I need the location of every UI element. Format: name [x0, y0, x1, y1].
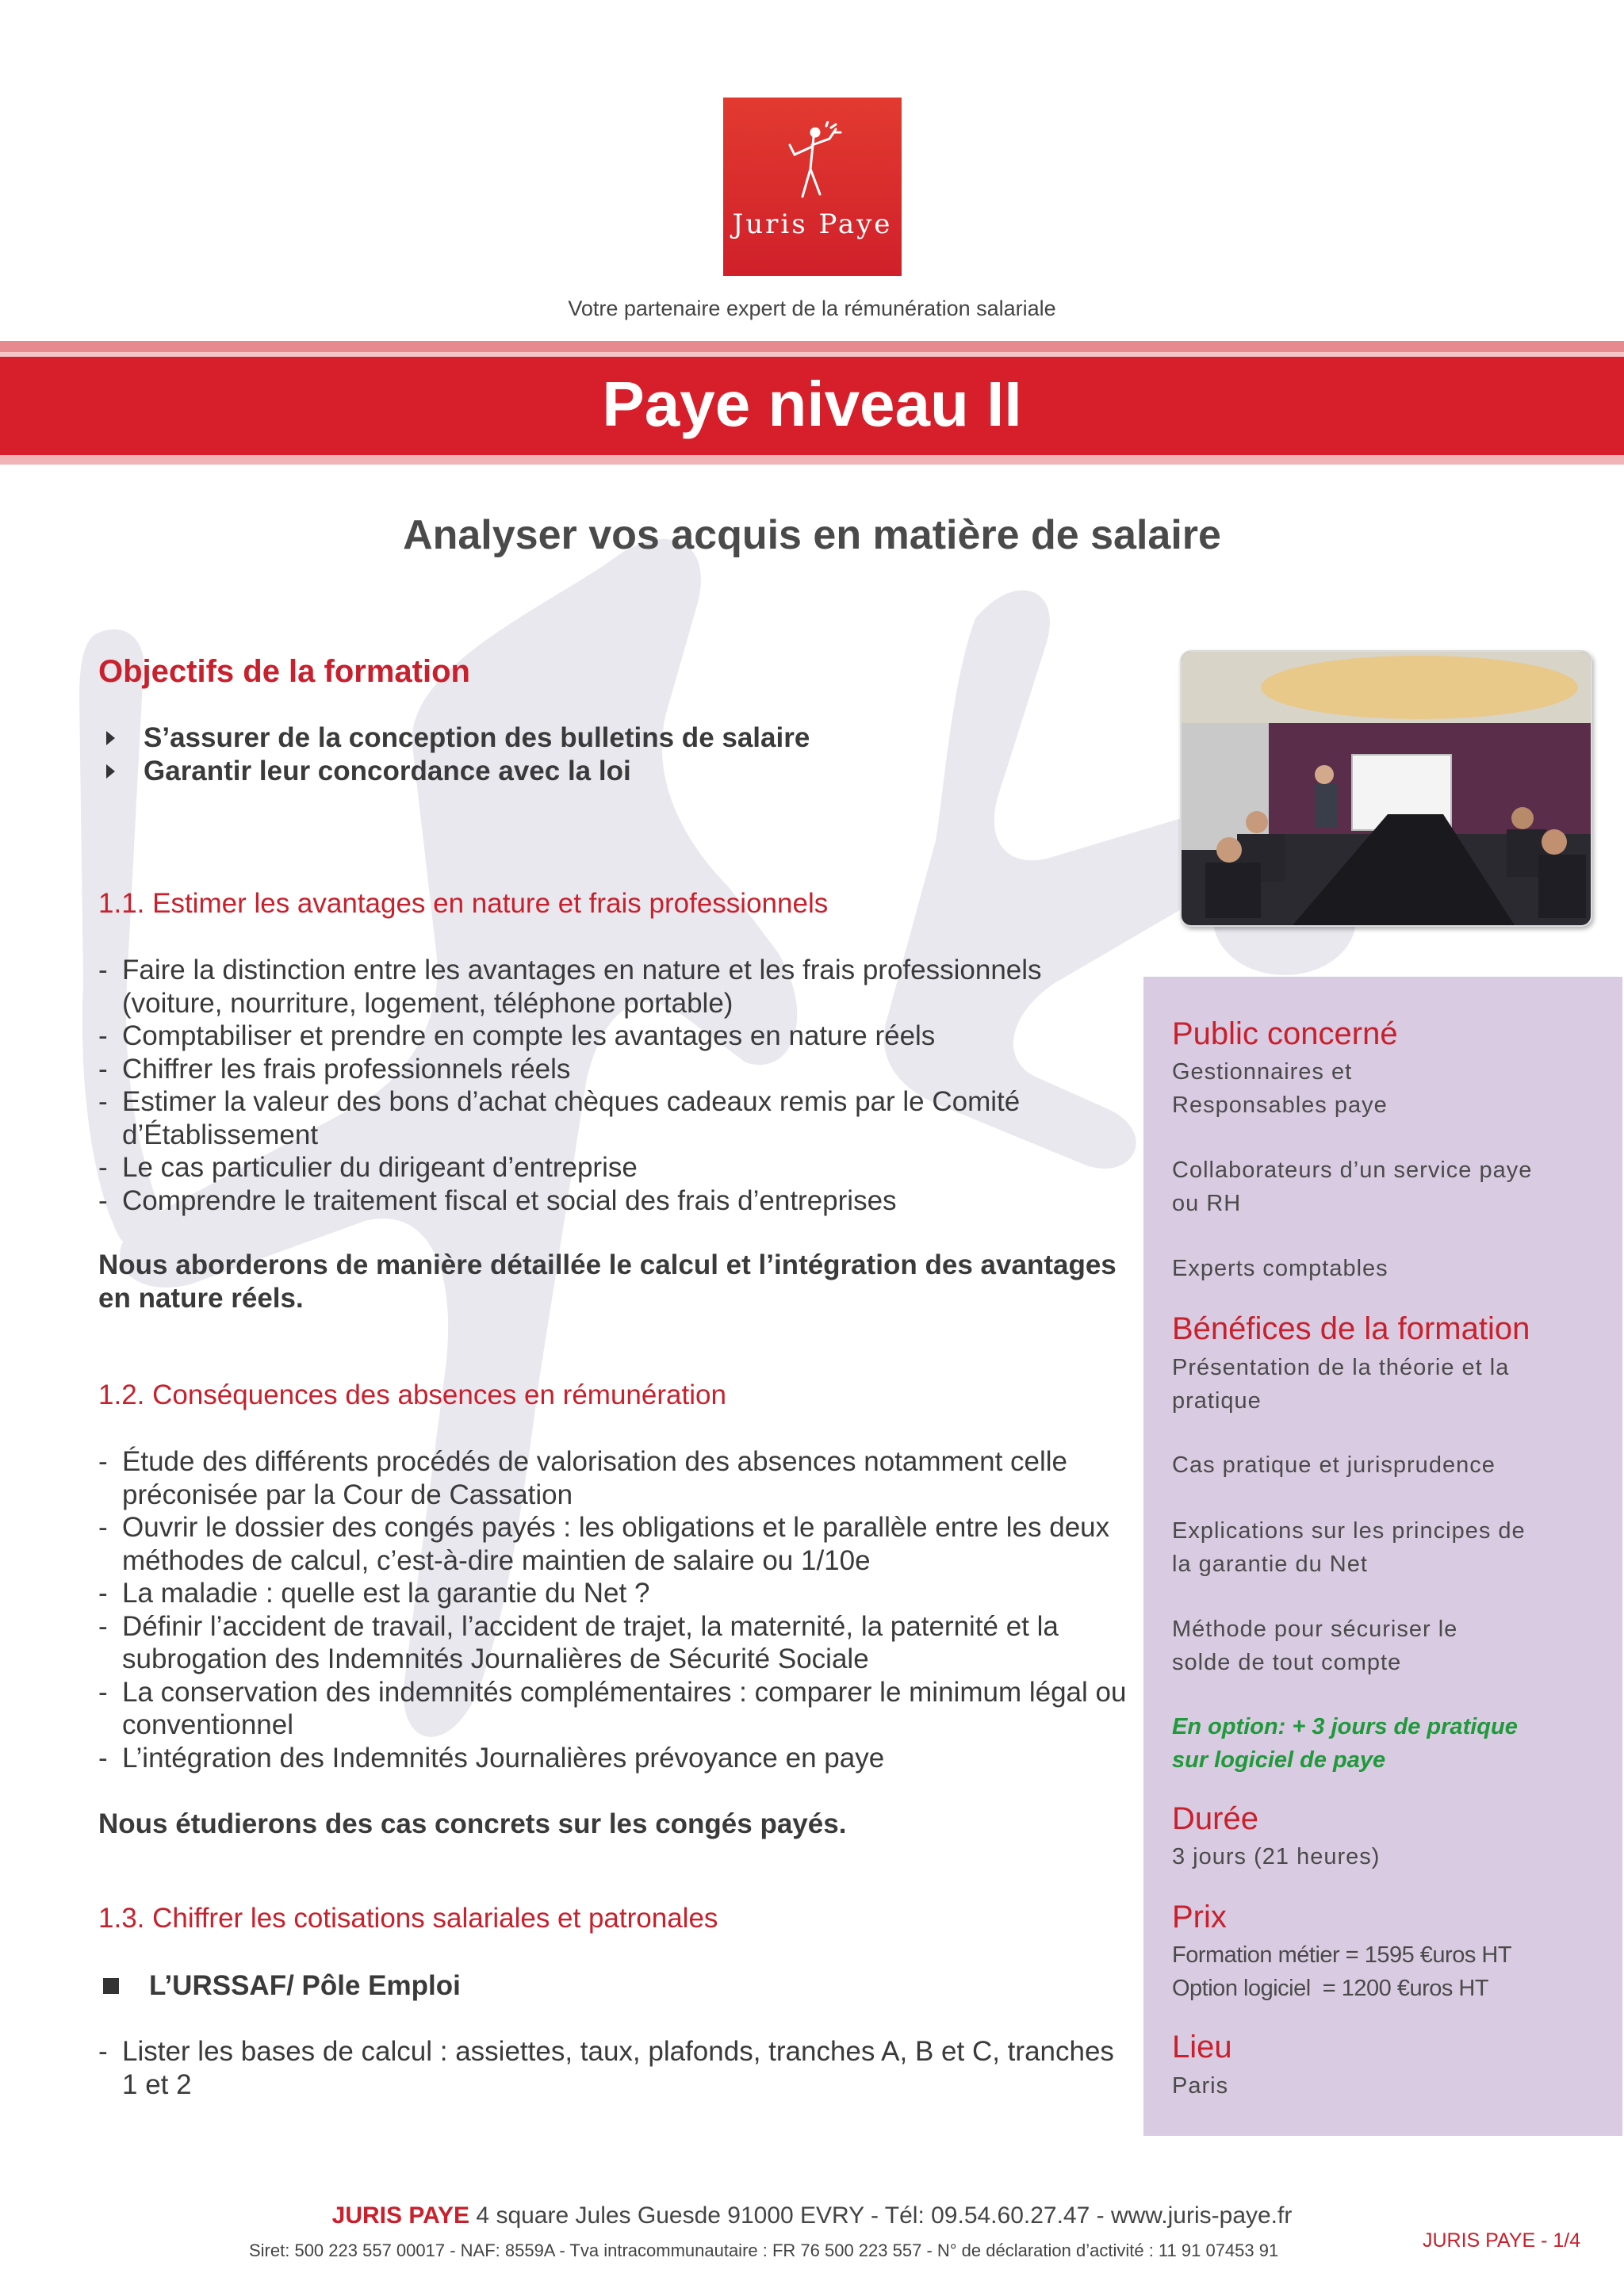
list-item: - Lister les bases de calcul : assiettes, taux, plafonds, tranches A, B et C, tranches 1 et 2 — [98, 2035, 1129, 2101]
banner-band-top — [0, 341, 1624, 352]
square-bullet-icon — [103, 1978, 119, 1994]
section-1-heading: 1.1. Estimer les avantages en nature et frais professionnels — [98, 888, 829, 919]
tagline: Votre partenaire expert de la rémunération salariale — [568, 297, 1056, 320]
subtitle: Analyser vos acquis en matière de salaire — [403, 512, 1221, 558]
list-item: - Ouvrir le dossier des congés payés : les obligations et le parallèle entre les deux méthodes de calcul, c’est-à-dire maintien de salaire ou 1/10e — [98, 1511, 1129, 1577]
logo — [723, 98, 902, 276]
price-heading: Prix — [1172, 1900, 1227, 1934]
section-1-note: Nous aborderons de manière détaillée le calcul et l’intégration des avantages en nature réels. — [98, 1249, 1116, 1314]
footer-address: 4 square Jules Guesde 91000 EVRY - Tél: 09.54.60.27.47 - www.juris-paye.fr — [476, 2202, 1293, 2229]
list-item: - La maladie : quelle est la garantie du Net ? — [98, 1577, 1129, 1610]
dancer-figure-icon — [779, 121, 850, 201]
list-item: - L’intégration des Indemnités Journalières prévoyance en paye — [98, 1742, 1129, 1775]
triangle-bullet-icon — [106, 764, 115, 779]
price-software-option: Option logiciel = 1200 €uros HT — [1172, 1976, 1489, 2001]
list-item: - Le cas particulier du dirigeant d’entreprise — [98, 1151, 1129, 1184]
benefits-heading: Bénéfices de la formation — [1172, 1311, 1530, 1346]
benefit-item: Présentation de la théorie et la pratique — [1172, 1355, 1510, 1414]
list-item: - Chiffrer les frais professionnels réels — [98, 1053, 1129, 1086]
footer-contact — [0, 2202, 1624, 2229]
duration-heading: Durée — [1172, 1801, 1258, 1836]
list-item: - La conservation des indemnités complémentaires : comparer le minimum légal ou conventionnel — [98, 1676, 1129, 1742]
section-2-heading: 1.2. Conséquences des absences en rémunération — [98, 1380, 726, 1410]
list-item: - Estimer la valeur des bons d’achat chèques cadeaux remis par le Comité d’Établissement — [98, 1085, 1129, 1151]
objective-item: S’assurer de la conception des bulletins de salaire — [106, 721, 810, 755]
section-3-list — [98, 2035, 1129, 2101]
meeting-room-photo — [1180, 650, 1592, 927]
objectives-list — [106, 721, 810, 788]
place-heading: Lieu — [1172, 2030, 1232, 2064]
list-item: - Comprendre le traitement fiscal et social des frais d’entreprises — [98, 1184, 1129, 1218]
duration-value: 3 jours (21 heures) — [1172, 1844, 1381, 1869]
place-value: Paris — [1172, 2073, 1229, 2099]
logo-text: Juris Paye — [732, 209, 893, 240]
meeting-room-illustration — [1182, 652, 1591, 925]
software-option-note: En option: + 3 jours de pratique sur logiciel de paye — [1172, 1714, 1518, 1773]
public-item: Gestionnaires et Responsables paye — [1172, 1059, 1388, 1118]
footer-brand: JURIS PAYE — [331, 2202, 470, 2229]
triangle-bullet-icon — [106, 731, 115, 745]
page-number: JURIS PAYE - 1/4 — [1423, 2229, 1581, 2252]
section-3-subheading: L’URSSAF/ Pôle Emploi — [103, 1970, 461, 2002]
section-1-list — [98, 954, 1129, 1217]
benefit-item: Méthode pour sécuriser le solde de tout compte — [1172, 1617, 1458, 1675]
section-2-list — [98, 1445, 1129, 1774]
list-item: - Faire la distinction entre les avantages en nature et les frais professionnels (voiture, nourriture, logement, téléphone portable) — [98, 954, 1129, 1020]
banner-band-bottom — [0, 455, 1624, 465]
list-item: - Étude des différents procédés de valorisation des absences notamment celle préconisée par la Cour de Cassation — [98, 1445, 1129, 1511]
list-item: - Comptabiliser et prendre en compte les avantages en nature réels — [98, 1020, 1129, 1053]
list-item: - Définir l’accident de travail, l’accident de trajet, la maternité, la paternité et la subrogation des Indemnités Journalières de Sécurité Sociale — [98, 1610, 1129, 1676]
page-title: Paye niveau II — [602, 369, 1022, 439]
section-3-heading: 1.3. Chiffrer les cotisations salariales et patronales — [98, 1903, 718, 1934]
footer-legal: Siret: 500 223 557 00017 - NAF: 8559A - Tva intracommunautaire : FR 76 500 223 557 - N° de déclaration d’activité : 11 91 07453 91 — [249, 2241, 1279, 2260]
objective-item: Garantir leur concordance avec la loi — [106, 755, 810, 788]
objectives-heading: Objectifs de la formation — [98, 654, 470, 689]
public-heading: Public concerné — [1172, 1016, 1398, 1051]
price-training: Formation métier = 1595 €uros HT — [1172, 1942, 1512, 1968]
benefit-item: Explications sur les principes de la garantie du Net — [1172, 1518, 1526, 1577]
public-item: Experts comptables — [1172, 1256, 1388, 1281]
section-2-note: Nous étudierons des cas concrets sur les congés payés. — [98, 1808, 847, 1839]
public-item: Collaborateurs d’un service paye ou RH — [1172, 1158, 1533, 1216]
benefit-item: Cas pratique et jurisprudence — [1172, 1452, 1496, 1478]
